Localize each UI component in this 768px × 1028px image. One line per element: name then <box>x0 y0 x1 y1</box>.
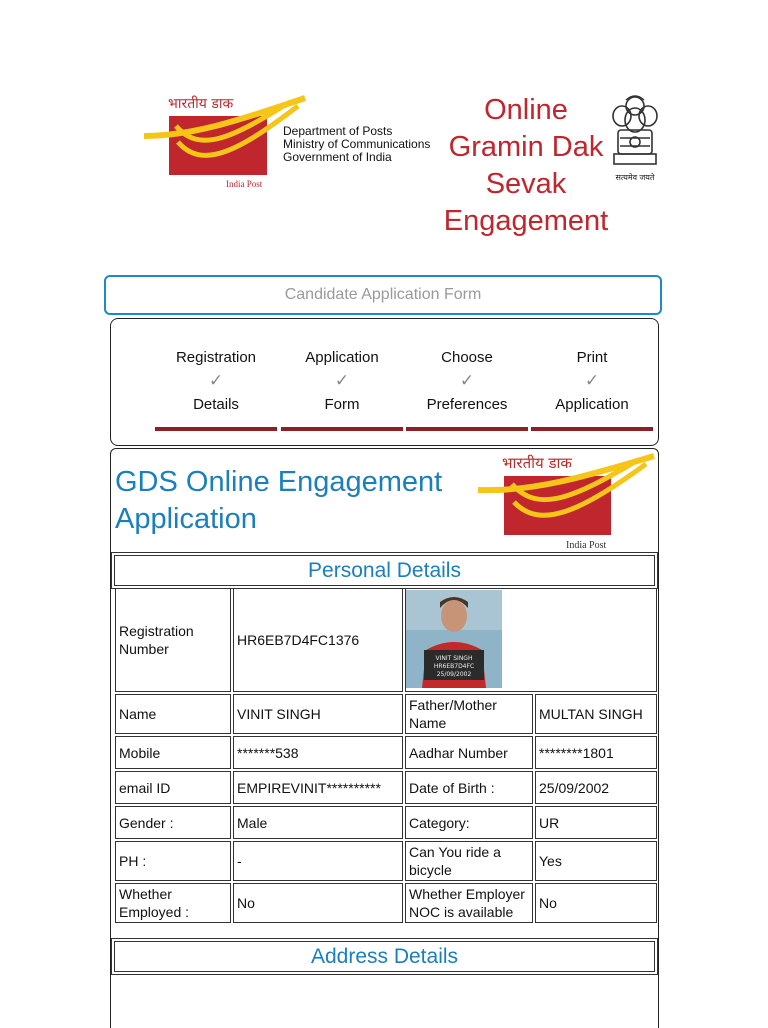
category-label: Category: <box>405 806 533 839</box>
aadhar-label: Aadhar Number <box>405 736 533 769</box>
application-title-line: GDS Online Engagement <box>115 466 443 498</box>
dob-value: 25/09/2002 <box>535 771 657 804</box>
bicycle-label: Can You ride a bicycle <box>405 841 533 881</box>
portal-title-line: Gramin Dak <box>448 131 604 163</box>
dept-line: Ministry of Communications <box>283 137 431 151</box>
step-label: Details <box>193 396 239 413</box>
step-label: Registration <box>175 349 257 366</box>
portal-title-line: Sevak <box>485 168 567 200</box>
bicycle-value: Yes <box>535 841 657 881</box>
department-text <box>283 125 430 164</box>
step-bar <box>155 427 277 431</box>
name-value: VINIT SINGH <box>233 694 403 734</box>
step-bar <box>281 427 403 431</box>
step-label: Application <box>555 396 629 413</box>
step-application-form[interactable] <box>281 319 403 445</box>
step-label: Form <box>324 396 360 413</box>
portal-title-line: Engagement <box>443 205 609 237</box>
photo-cell <box>405 588 657 692</box>
noc-value: No <box>535 883 657 923</box>
table-row <box>115 806 657 839</box>
name-label: Name <box>115 694 231 734</box>
mobile-value: *******538 <box>233 736 403 769</box>
step-bar <box>531 427 653 431</box>
email-label: email ID <box>115 771 231 804</box>
table-row <box>115 588 657 692</box>
category-value: UR <box>535 806 657 839</box>
photo-board-text: VINIT SINGH <box>435 655 473 662</box>
check-icon: ✓ <box>459 371 475 390</box>
application-title <box>115 464 442 538</box>
mobile-label: Mobile <box>115 736 231 769</box>
step-bar <box>406 427 528 431</box>
gender-label: Gender : <box>115 806 231 839</box>
step-label: Choose <box>441 349 493 366</box>
step-registration-details[interactable] <box>155 319 277 445</box>
table-row <box>115 841 657 881</box>
registration-number-value: HR6EB7D4FC1376 <box>233 588 403 692</box>
india-post-logo <box>476 452 656 552</box>
email-value: EMPIREVINIT********** <box>233 771 403 804</box>
dept-line: Government of India <box>283 150 392 164</box>
form-title-box: Candidate Application Form <box>104 275 662 315</box>
registration-number-label: Registration Number <box>115 588 231 692</box>
step-choose-preferences[interactable] <box>406 319 528 445</box>
noc-label: Whether Employer NOC is available <box>405 883 533 923</box>
personal-details-heading: Personal Details <box>114 555 655 586</box>
logo-india-post-text: India Post <box>566 540 607 551</box>
portal-title <box>436 92 616 240</box>
check-icon: ✓ <box>208 371 224 390</box>
logo-hindi-text: भारतीय डाक <box>502 454 572 472</box>
dob-label: Date of Birth : <box>405 771 533 804</box>
step-label: Application <box>305 349 379 366</box>
employed-label: Whether Employed : <box>115 883 231 923</box>
dept-line: Department of Posts <box>283 124 393 138</box>
table-row <box>115 883 657 923</box>
step-label: Print <box>576 349 608 366</box>
employed-value: No <box>233 883 403 923</box>
step-label: Preferences <box>426 396 508 413</box>
table-row <box>115 771 657 804</box>
gender-value: Male <box>233 806 403 839</box>
progress-steps <box>110 318 659 446</box>
logo-hindi-text: भारतीय डाक <box>168 96 234 112</box>
logo-india-post-text: India Post <box>226 179 263 189</box>
table-row <box>115 736 657 769</box>
ph-value: - <box>233 841 403 881</box>
check-icon: ✓ <box>334 371 350 390</box>
candidate-photo <box>406 590 502 688</box>
check-icon: ✓ <box>584 371 600 390</box>
application-title-line: Application <box>115 503 257 535</box>
photo-board-text: HR6EB7D4FC <box>433 663 475 670</box>
photo-board-text: 25/09/2002 <box>436 671 472 678</box>
ph-label: PH : <box>115 841 231 881</box>
personal-details-table <box>113 586 659 925</box>
national-emblem-icon <box>606 92 664 184</box>
parent-name-value: MULTAN SINGH <box>535 694 657 734</box>
table-row <box>115 694 657 734</box>
aadhar-value: ********1801 <box>535 736 657 769</box>
portal-title-line: Online <box>484 94 568 126</box>
step-print-application[interactable] <box>531 319 653 445</box>
parent-name-label: Father/Mother Name <box>405 694 533 734</box>
emblem-caption: सत्यमेव जयते <box>615 173 655 182</box>
address-details-heading: Address Details <box>114 941 655 972</box>
